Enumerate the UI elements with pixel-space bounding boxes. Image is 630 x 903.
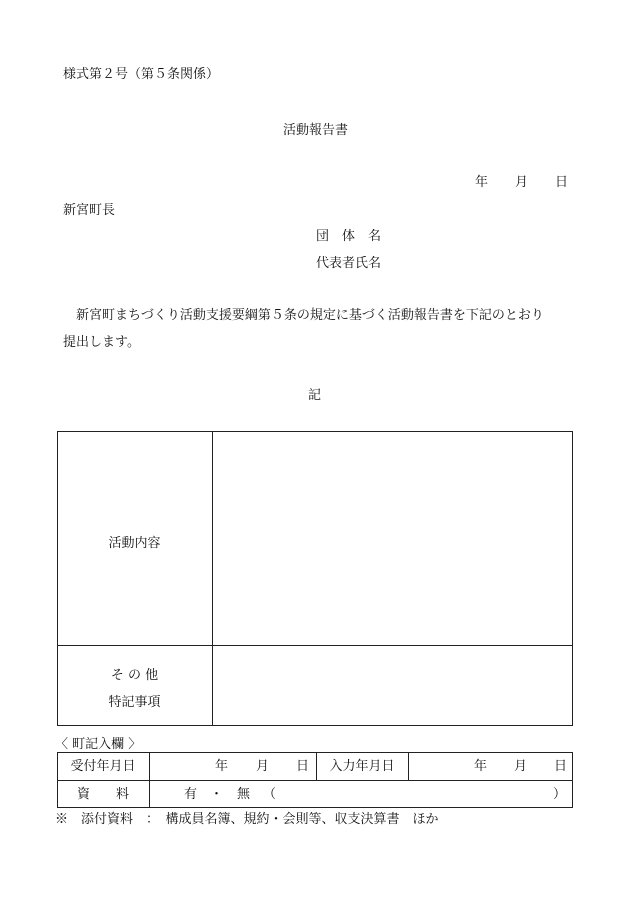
materials-paren-close: ）: [553, 787, 567, 802]
input-year: 年: [474, 759, 488, 774]
office-table-divider-3: [408, 752, 409, 780]
materials-label: 資 料: [76, 787, 129, 802]
input-date-label: 入力年月日: [329, 759, 395, 774]
representative-label: 代表者氏名: [316, 256, 382, 271]
materials-paren-open: （: [263, 787, 277, 802]
date-month-label: 月: [515, 175, 529, 190]
office-table-row-divider: [57, 780, 573, 781]
body-line-1: 新宮町まちづくり活動支援要綱第５条の規定に基づく活動報告書を下記のとおり: [76, 308, 544, 323]
office-section-heading: 〈 町記入欄 〉: [55, 737, 142, 752]
received-date-label: 受付年月日: [70, 759, 136, 774]
other-notes-label-line-2: 特記事項: [108, 695, 161, 710]
input-day: 日: [554, 759, 568, 774]
document-title: 活動報告書: [283, 123, 349, 138]
materials-no-option[interactable]: 無: [237, 787, 251, 802]
attachments-note: ※ 添付資料 ： 構成員名簿、規約・会則等、収支決算書 ほか: [55, 812, 439, 827]
activity-content-field[interactable]: [213, 432, 572, 645]
received-day: 日: [296, 759, 310, 774]
ki-heading: 記: [308, 388, 322, 403]
other-notes-label-line-1: そ の 他: [110, 668, 159, 683]
group-name-label: 団 体 名: [316, 229, 382, 244]
office-table-divider-1: [149, 752, 150, 808]
activity-content-label: 活動内容: [108, 536, 161, 551]
input-month: 月: [514, 759, 528, 774]
received-month: 月: [256, 759, 270, 774]
date-day-label: 日: [555, 175, 569, 190]
materials-separator: ・: [210, 787, 224, 802]
received-year: 年: [215, 759, 229, 774]
form-number: 様式第２号（第５条関係）: [63, 67, 220, 82]
body-line-2: 提出します。: [63, 335, 140, 350]
other-notes-field[interactable]: [213, 646, 572, 725]
date-year-label: 年: [475, 175, 489, 190]
materials-yes-option[interactable]: 有: [184, 787, 198, 802]
addressee: 新宮町長: [63, 203, 116, 218]
